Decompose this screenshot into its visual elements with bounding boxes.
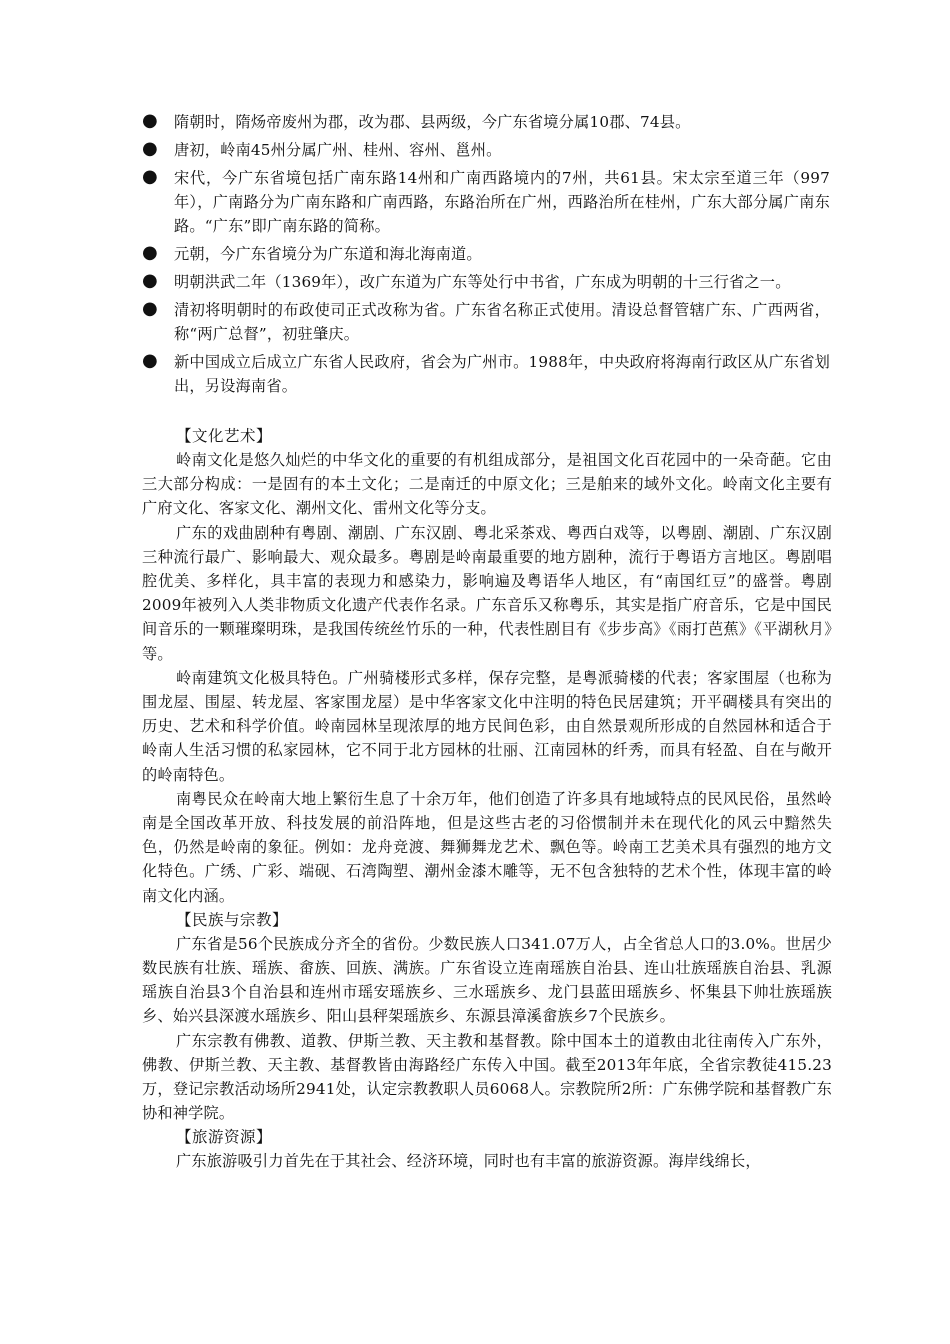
list-item	[140, 298, 830, 346]
list-item	[140, 270, 830, 294]
list-item-text: 清初将明朝时的布政使司正式改称为省。广东省名称正式使用。清设总督管辖广东、广西两省，称“两广总督”，初驻肇庆。	[174, 301, 830, 343]
list-item-text: 明朝洪武二年（1369年），改广东道为广东等处行中书省，广东成为明朝的十三行省之一。	[174, 273, 791, 291]
tourism-heading: 【旅游资源】	[176, 1128, 273, 1147]
list-item	[140, 138, 830, 162]
bullet-icon: ●	[142, 350, 158, 371]
culture-paragraph: 广东的戏曲剧种有粤剧、潮剧、广东汉剧、粤北采茶戏、粤西白戏等，以粤剧、潮剧、广东汉剧三种流行最广、影响最大、观众最多。粤剧是岭南最重要的地方剧种，流行于粤语方言地区。粤剧唱腔优美、多样化，具丰富的表现力和感染力，影响遍及粤语华人地区，有“南国红豆”的盛誉。粤剧2009年被列入人类非物质文化遗产代表作名录。广东音乐又称粤乐，其实是指广府音乐，它是中国民间音乐的一颗璀璨明珠，是我国传统丝竹乐的一种，代表性剧目有《步步高》《雨打芭蕉》《平湖秋月》等。	[142, 523, 832, 663]
religion-paragraph: 广东宗教有佛教、道教、伊斯兰教、天主教和基督教。除中国本土的道教由北往南传入广东外，佛教、伊斯兰教、天主教、基督教皆由海路经广东传入中国。截至2013年年底，全省宗教徒415.23万，登记宗教活动场所2941处，认定宗教教职人员6068人。宗教院所2所：广东佛学院和基督教广东协和神学院。	[142, 1031, 832, 1123]
document-body	[142, 424, 832, 1174]
list-item-text: 隋朝时，隋炀帝废州为郡，改为郡、县两级，今广东省境分属10郡、74县。	[174, 113, 691, 131]
ethnic-religion-heading: 【民族与宗教】	[176, 910, 289, 929]
list-item	[140, 110, 830, 134]
culture-paragraph: 岭南文化是悠久灿烂的中华文化的重要的有机组成部分，是祖国文化百花园中的一朵奇葩。它由三大部分构成：一是固有的本土文化；二是南迁的中原文化；三是舶来的域外文化。岭南文化主要有广府文化、客家文化、潮州文化、雷州文化等分支。	[142, 451, 832, 518]
bullet-icon: ●	[142, 166, 158, 187]
list-item-text: 唐初，岭南45州分属广州、桂州、容州、邕州。	[174, 141, 502, 159]
bullet-icon: ●	[142, 138, 158, 159]
list-item-text: 宋代，今广东省境包括广南东路14州和广南西路境内的7州，共61县。宋太宗至道三年（997年），广南路分为广南东路和广南西路，东路治所在广州，西路治所在桂州，广东大部分属广南东路。“广东”即广南东路的简称。	[174, 169, 830, 235]
list-item-text: 元朝，今广东省境分为广东道和海北海南道。	[174, 245, 482, 263]
ethnic-paragraph: 广东省是56个民族成分齐全的省份。少数民族人口341.07万人，占全省总人口的3.0%。世居少数民族有壮族、瑶族、畲族、回族、满族。广东省设立连南瑶族自治县、连山壮族瑶族自治县、乳源瑶族自治县3个自治县和连州市瑶安瑶族乡、三水瑶族乡、龙门县蓝田瑶族乡、怀集县下帅壮族瑶族乡、始兴县深渡水瑶族乡、阳山县秤架瑶族乡、东源县漳溪畲族乡7个民族乡。	[142, 934, 832, 1026]
bullet-icon: ●	[142, 298, 158, 319]
list-item	[140, 242, 830, 266]
tourism-paragraph: 广东旅游吸引力首先在于其社会、经济环境，同时也有丰富的旅游资源。海岸线绵长，	[176, 1152, 761, 1171]
list-item	[140, 350, 830, 398]
culture-paragraph: 岭南建筑文化极具特色。广州骑楼形式多样，保存完整，是粤派骑楼的代表；客家围屋（也称为围龙屋、围屋、转龙屋、客家围龙屋）是中华客家文化中注明的特色民居建筑；开平碉楼具有突出的历史、艺术和科学价值。岭南园林呈现浓厚的地方民间色彩，由自然景观所形成的自然园林和适合于岭南人生活习惯的私家园林，它不同于北方园林的壮丽、江南园林的纤秀，而具有轻盈、自在与敞开的岭南特色。	[142, 668, 832, 784]
culture-heading: 【文化艺术】	[176, 427, 273, 445]
history-bullet-list	[140, 110, 830, 402]
bullet-icon: ●	[142, 270, 158, 291]
culture-paragraph: 南粤民众在岭南大地上繁衍生息了十余万年，他们创造了许多具有地域特点的民风民俗，虽然岭南是全国改革开放、科技发展的前沿阵地，但是这些古老的习俗惯制并未在现代化的风云中黯然失色，仍然是岭南的象征。例如：龙舟竞渡、舞狮舞龙艺术、飘色等。岭南工艺美术具有强烈的地方文化特色。广绣、广彩、端砚、石湾陶塑、潮州金漆木雕等，无不包含独特的艺术个性，体现丰富的岭南文化内涵。	[142, 789, 832, 905]
bullet-icon: ●	[142, 110, 158, 131]
bullet-icon: ●	[142, 242, 158, 263]
list-item-text: 新中国成立后成立广东省人民政府，省会为广州市。1988年，中央政府将海南行政区从广东省划出，另设海南省。	[174, 353, 830, 395]
list-item	[140, 166, 830, 238]
